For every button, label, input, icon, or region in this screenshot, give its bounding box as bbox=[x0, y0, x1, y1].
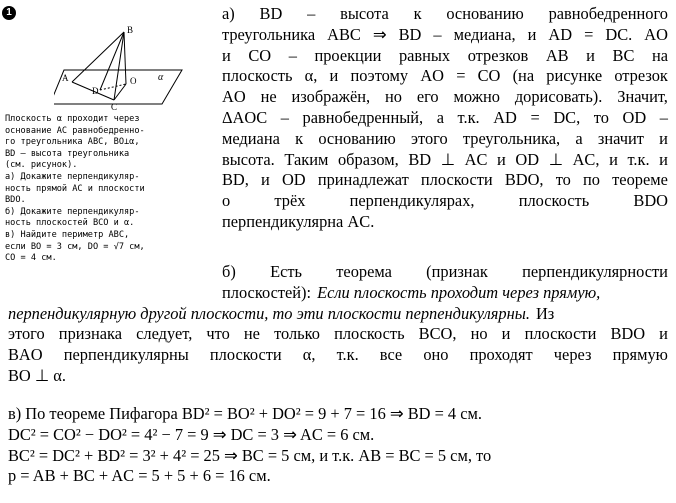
problem-line: б) Докажите перпендикуляр- bbox=[5, 206, 140, 217]
problem-line: го треугольника ABC, BO⊥α, bbox=[5, 137, 140, 148]
word: и bbox=[659, 149, 668, 169]
label-C: C bbox=[111, 102, 118, 112]
solution-line: перпендикулярна AC. bbox=[222, 211, 375, 231]
word: BD, bbox=[222, 170, 249, 190]
word: и bbox=[586, 45, 595, 65]
word: AO bbox=[420, 66, 444, 86]
word: на bbox=[651, 45, 668, 65]
solution-part-c bbox=[8, 404, 668, 487]
problem-line: (см. рисунок). bbox=[5, 160, 78, 171]
word: – bbox=[280, 107, 289, 127]
word: и bbox=[501, 324, 511, 344]
word: прямую bbox=[612, 345, 668, 365]
word: основанию bbox=[446, 4, 524, 23]
word: AO bbox=[222, 87, 246, 107]
word: поэтому bbox=[350, 66, 409, 86]
word: и bbox=[329, 66, 339, 86]
theorem-italic: перпендикулярную другой плоскости, то эти плоскости перпендикулярны. bbox=[8, 303, 530, 323]
word: BD bbox=[408, 149, 432, 169]
word: AD bbox=[548, 24, 573, 44]
word: – bbox=[307, 4, 316, 23]
word: BCO, bbox=[418, 324, 457, 344]
word: признака bbox=[58, 324, 123, 344]
word: медиана bbox=[222, 128, 280, 148]
problem-line: ность прямой AC и плоскости bbox=[5, 183, 145, 194]
word: BAO bbox=[8, 345, 43, 365]
word: а) bbox=[222, 4, 235, 23]
word: равнобедренный, bbox=[302, 107, 424, 127]
text-plain: Из bbox=[535, 303, 555, 323]
word: равных bbox=[398, 45, 451, 65]
theorem-italic: Если плоскость проходит через прямую, bbox=[317, 282, 601, 302]
word: ⊥ bbox=[440, 149, 455, 169]
word: Значит, bbox=[617, 87, 668, 107]
solution-line bbox=[8, 304, 668, 325]
word: а bbox=[436, 107, 444, 127]
word: Есть bbox=[270, 262, 302, 281]
problem-line: основание AC равнобедренно- bbox=[5, 125, 145, 136]
word: CO bbox=[477, 66, 501, 86]
word: Таким bbox=[284, 149, 329, 169]
word: то bbox=[555, 170, 571, 190]
problem-line: CO = 4 см. bbox=[5, 253, 57, 264]
word: теореме bbox=[612, 170, 668, 190]
word: ABC bbox=[327, 24, 361, 44]
solution-line bbox=[222, 108, 668, 129]
word: и bbox=[261, 170, 270, 190]
word: OD bbox=[515, 149, 540, 169]
solution-line bbox=[222, 283, 668, 304]
solution-line bbox=[222, 66, 668, 87]
word: BD bbox=[259, 4, 283, 23]
word: теорема bbox=[336, 262, 392, 281]
word: медиана, bbox=[453, 24, 516, 44]
word: но bbox=[470, 324, 488, 344]
word: высота. bbox=[222, 149, 275, 169]
word: BDO, bbox=[504, 170, 544, 190]
problem-statement bbox=[5, 114, 211, 265]
word: плоскость bbox=[334, 324, 405, 344]
solution-line: p = AB + BC + AC = 5 + 5 + 6 = 16 см. bbox=[8, 466, 271, 486]
word: не bbox=[260, 87, 277, 107]
word: оно bbox=[423, 345, 449, 365]
solution-part-b bbox=[8, 262, 668, 387]
word: но bbox=[384, 87, 402, 107]
label-B: B bbox=[127, 25, 134, 35]
problem-line: в) Найдите периметр ABC, bbox=[5, 229, 130, 240]
word: BC bbox=[612, 45, 635, 65]
solution-line bbox=[8, 324, 668, 345]
problem-panel bbox=[0, 0, 214, 300]
word: его bbox=[416, 87, 439, 107]
word: DC. bbox=[605, 24, 633, 44]
word: = bbox=[530, 107, 540, 127]
segment-BA bbox=[72, 32, 124, 82]
word: отрезков bbox=[467, 45, 529, 65]
word: принадлежат bbox=[317, 170, 409, 190]
word: через bbox=[553, 345, 592, 365]
word: CO bbox=[248, 45, 272, 65]
word: трёх bbox=[274, 191, 306, 211]
word: AO bbox=[644, 24, 668, 44]
solution-line bbox=[222, 262, 668, 283]
word: AB bbox=[545, 45, 569, 65]
word: – bbox=[288, 45, 297, 65]
word: α, bbox=[304, 66, 318, 86]
label-O: O bbox=[130, 76, 137, 86]
word: образом, bbox=[337, 149, 399, 169]
word: (на bbox=[512, 66, 535, 86]
theorem-text bbox=[8, 304, 530, 325]
word: перпендикулярности bbox=[522, 262, 668, 281]
solution-line: BO ⊥ α. bbox=[8, 365, 66, 385]
word: AD bbox=[493, 107, 517, 127]
solution-line: DC² = CO² − DO² = 4² − 7 = 9 ⇒ DC = 3 ⇒ AC = 6 см. bbox=[8, 424, 375, 444]
solution-part-a bbox=[222, 4, 668, 233]
word: плоскости bbox=[209, 345, 282, 365]
word: т.к. bbox=[627, 149, 650, 169]
text-plain: плоскостей): bbox=[222, 282, 312, 302]
solution-line bbox=[222, 129, 668, 150]
solution-line bbox=[222, 87, 668, 108]
word: плоскости bbox=[420, 170, 493, 190]
word: и bbox=[659, 128, 668, 148]
word: плоскость bbox=[222, 66, 293, 86]
word: по bbox=[583, 170, 600, 190]
word: OD bbox=[281, 170, 306, 190]
problem-line: BD — высота треугольника bbox=[5, 148, 130, 159]
word: = bbox=[456, 66, 466, 86]
word: рисунке bbox=[546, 66, 603, 86]
word: основанию bbox=[318, 128, 396, 148]
word: и bbox=[222, 45, 231, 65]
theorem-text bbox=[317, 283, 600, 304]
solution-line bbox=[8, 345, 668, 366]
word: к bbox=[295, 128, 304, 148]
problem-line: Плоскость α проходит через bbox=[5, 114, 140, 124]
word: а bbox=[575, 128, 583, 148]
solution-line bbox=[222, 4, 668, 25]
word: BD bbox=[398, 24, 422, 44]
word: ⇒ bbox=[372, 24, 387, 44]
word: – bbox=[433, 24, 442, 44]
word: и bbox=[527, 24, 537, 44]
word: высота bbox=[340, 4, 389, 23]
solution-line bbox=[222, 191, 668, 212]
word: этого bbox=[410, 128, 448, 148]
word: DC, bbox=[553, 107, 581, 127]
word: только bbox=[274, 324, 320, 344]
word: AC, bbox=[572, 149, 600, 169]
word: что bbox=[206, 324, 230, 344]
word: плоскость bbox=[518, 191, 590, 211]
word: все bbox=[379, 345, 403, 365]
word: треугольника bbox=[222, 24, 316, 44]
word: изображён, bbox=[291, 87, 371, 107]
word: AC bbox=[464, 149, 488, 169]
word: OD bbox=[622, 107, 647, 127]
word: проходят bbox=[469, 345, 533, 365]
label-D: D bbox=[92, 86, 99, 96]
word: плоскости bbox=[524, 324, 597, 344]
word: значит bbox=[597, 128, 644, 148]
label-A: A bbox=[62, 73, 69, 83]
word: (признак bbox=[426, 262, 488, 281]
word: о bbox=[222, 191, 231, 211]
solution-line bbox=[222, 150, 668, 171]
geometry-figure bbox=[54, 22, 204, 112]
word: не bbox=[243, 324, 260, 344]
word: этого bbox=[8, 324, 45, 344]
segment-BD bbox=[100, 32, 124, 90]
solution-line: BC² = DC² + BD² = 3² + 4² = 25 ⇒ BC = 5 см, и т.к. AB = BC = 5 см, то bbox=[8, 445, 492, 465]
word: ΔAOC bbox=[222, 107, 268, 127]
word: BDO bbox=[633, 191, 668, 211]
word: б) bbox=[222, 262, 236, 281]
word: следует, bbox=[136, 324, 193, 344]
word: и bbox=[659, 324, 668, 344]
problem-line: BDO. bbox=[5, 195, 26, 206]
word: равнобедренного bbox=[548, 4, 668, 23]
word: можно bbox=[453, 87, 500, 107]
label-alpha: α bbox=[158, 72, 164, 83]
solution-line bbox=[222, 25, 668, 46]
word: α, bbox=[302, 345, 316, 365]
problem-line: если BO = 3 см, DO = √7 см, bbox=[5, 241, 145, 252]
word: отрезок bbox=[614, 66, 668, 86]
word: = bbox=[584, 24, 594, 44]
solution-line bbox=[222, 170, 668, 191]
word: ⊥ bbox=[548, 149, 563, 169]
word: к bbox=[413, 4, 422, 23]
word: т.к. bbox=[336, 345, 359, 365]
word: и bbox=[497, 149, 506, 169]
word: и bbox=[609, 149, 618, 169]
word: т.к. bbox=[457, 107, 480, 127]
problem-line: ность плоскостей BCO и α. bbox=[5, 218, 135, 229]
word: перпендикулярах, bbox=[349, 191, 475, 211]
segment-BC bbox=[114, 32, 124, 100]
word: – bbox=[659, 107, 668, 127]
segment-BO bbox=[124, 32, 126, 84]
word: BDO bbox=[610, 324, 646, 344]
word: проекции bbox=[314, 45, 382, 65]
problem-line: а) Докажите перпендикуляр- bbox=[5, 171, 140, 182]
solution-line bbox=[222, 46, 668, 67]
word: треугольника, bbox=[462, 128, 561, 148]
solution-line: в) По теореме Пифагора BD² = BO² + DO² = 9 + 7 = 16 ⇒ BD = 4 см. bbox=[8, 404, 482, 423]
word: дорисовать). bbox=[514, 87, 603, 107]
word: перпендикулярны bbox=[63, 345, 189, 365]
problem-number-badge: 1 bbox=[2, 6, 16, 20]
word: то bbox=[593, 107, 609, 127]
